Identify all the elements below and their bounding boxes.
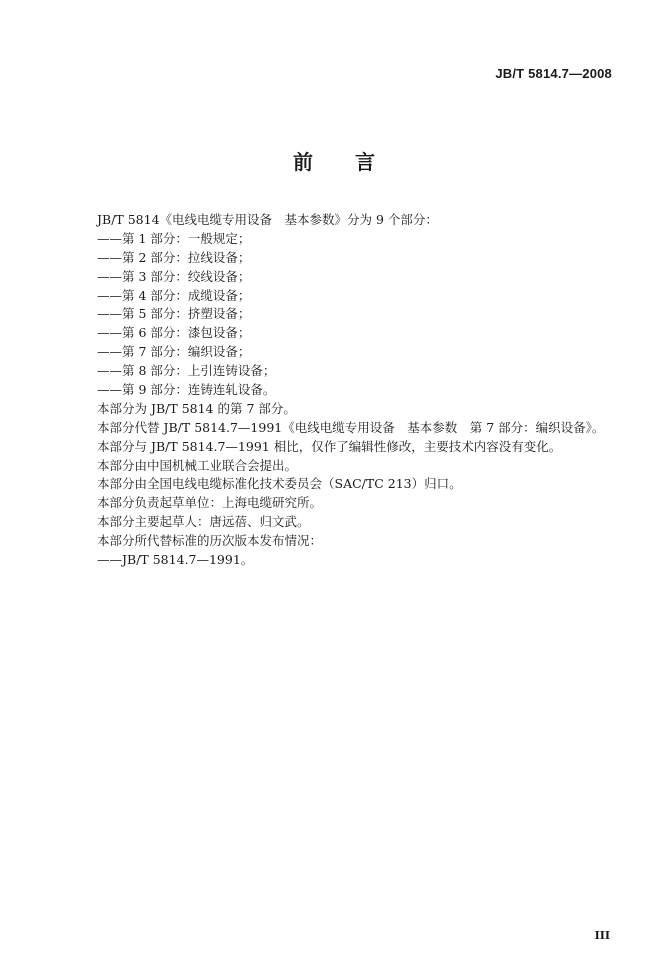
title-char-1: 前 (293, 150, 315, 174)
page-number: III (594, 929, 610, 942)
drafting-unit-statement: 本部分负责起草单位：上海电缆研究所。 (97, 495, 323, 511)
part-list-item-9: ——第 9 部分：连铸连轧设备。 (97, 382, 276, 398)
part-list-item-8: ——第 8 部分：上引连铸设备； (97, 363, 276, 379)
title-char-2: 言 (355, 150, 377, 174)
this-part-statement: 本部分为 JB/T 5814 的第 7 部分。 (97, 400, 296, 416)
part-list-item-6: ——第 6 部分：漆包设备； (97, 325, 251, 341)
parts-intro-line: JB/T 5814《电线电缆专用设备 基本参数》分为 9 个部分： (97, 212, 438, 227)
part-list-item-7: ——第 7 部分：编织设备； (97, 344, 251, 360)
replaces-statement: 本部分代替 JB/T 5814.7—1991《电线电缆专用设备 基本参数 第 7 部分：编织设备》。 (97, 419, 605, 435)
part-list-item-3: ——第 3 部分：绞线设备； (97, 268, 251, 284)
changes-statement: 本部分与 JB/T 5814.7—1991 相比，仅作了编辑性修改，主要技术内容没有变化。 (97, 438, 562, 454)
centralized-by-statement: 本部分由全国电线电缆标准化技术委员会（SAC/TC 213）归口。 (97, 476, 462, 492)
previous-edition-item: ——JB/T 5814.7—1991。 (97, 552, 254, 568)
foreword-body (97, 211, 617, 570)
part-list-item-1: ——第 1 部分：一般规定； (97, 230, 251, 246)
part-list-item-4: ——第 4 部分：成缆设备； (97, 287, 251, 303)
page-title (0, 146, 670, 175)
part-list-item-5: ——第 5 部分：挤塑设备； (97, 306, 251, 322)
proposed-by-statement: 本部分由中国机械工业联合会提出。 (97, 457, 298, 473)
drafters-statement: 本部分主要起草人：唐远蓓、归文武。 (97, 514, 310, 530)
part-list-item-2: ——第 2 部分：拉线设备； (97, 249, 251, 265)
previous-editions-heading: 本部分所代替标准的历次版本发布情况： (97, 533, 323, 549)
standard-number: JB/T 5814.7—2008 (495, 66, 612, 81)
